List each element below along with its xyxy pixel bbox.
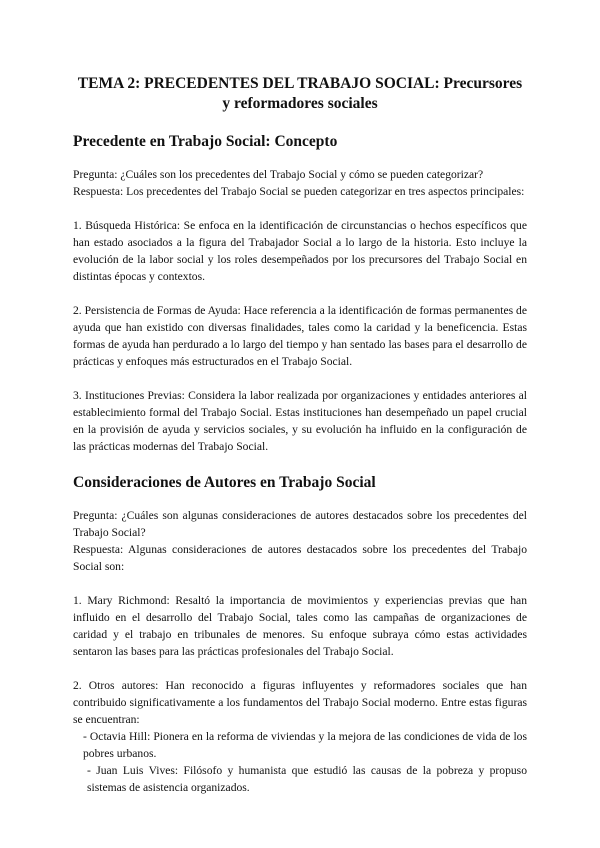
document-title: TEMA 2: PRECEDENTES DEL TRABAJO SOCIAL: Precursores y reformadores sociales xyxy=(77,75,523,112)
question-text-autores: Pregunta: ¿Cuáles son algunas consideraciones de autores destacados sobre los precedentes del Trabajo Social? xyxy=(73,509,527,539)
sub-point-octavia-hill: - Octavia Hill: Pionera en la reforma de viviendas y la mejora de las condiciones de vida de los pobres urbanos. xyxy=(83,730,527,760)
document-page xyxy=(73,74,527,796)
section-heading-concepto: Precedente en Trabajo Social: Concepto xyxy=(73,133,338,150)
point-otros-autores: 2. Otros autores: Han reconocido a figuras influyentes y reformadores sociales que han contribuido significativamente a los fundamentos del Trabajo Social moderno. Entre estas figuras se encuentran: xyxy=(73,679,527,726)
answer-text-autores: Respuesta: Algunas consideraciones de autores destacados sobre los precedentes del Trabajo Social son: xyxy=(73,543,527,573)
point-instituciones-previas: 3. Instituciones Previas: Considera la labor realizada por organizaciones y entidades anteriores al establecimiento formal del Trabajo Social. Estas instituciones han desempeñado un papel crucial en la provisión de ayuda y servicios sociales, y su evolución ha influido en la configuración de las prácticas modernas del Trabajo Social. xyxy=(73,389,527,453)
section-heading-autores: Consideraciones de Autores en Trabajo Social xyxy=(73,474,376,491)
qa-block-autores xyxy=(73,507,527,575)
point-mary-richmond: 1. Mary Richmond: Resaltó la importancia de movimientos y experiencias previas que han influido en el desarrollo del Trabajo Social, tales como las campañas de organizaciones de caridad y el trabajo en tribunales de menores. Su enfoque subraya cómo estas actividades sentaron las bases para las prácticas profesionales del Trabajo Social. xyxy=(73,594,527,658)
point-persistencia-formas-ayuda: 2. Persistencia de Formas de Ayuda: Hace referencia a la identificación de formas permanentes de ayuda que han existido con diversas finalidades, tales como la caridad y la beneficencia. Estas formas de ayuda han perdurado a lo largo del tiempo y han sentado las bases para el desarrollo de prácticas y enfoques más estructurados en el Trabajo Social. xyxy=(73,304,527,368)
sub-point-juan-luis-vives: - Juan Luis Vives: Filósofo y humanista que estudió las causas de la pobreza y propuso sistemas de asistencia organizados. xyxy=(87,764,527,794)
qa-block xyxy=(73,166,527,200)
point-busqueda-historica: 1. Búsqueda Histórica: Se enfoca en la identificación de circunstancias o hechos específicos que han estado asociados a la figura del Trabajador Social a lo largo de la historia. Esto incluye la evolución de la labor social y los roles desempeñados por los precursores del Trabajo Social en distintas épocas y contextos. xyxy=(73,219,527,283)
answer-text: Respuesta: Los precedentes del Trabajo Social se pueden categorizar en tres aspectos principales: xyxy=(73,185,525,198)
question-text: Pregunta: ¿Cuáles son los precedentes del Trabajo Social y cómo se pueden categorizar? xyxy=(73,168,484,181)
